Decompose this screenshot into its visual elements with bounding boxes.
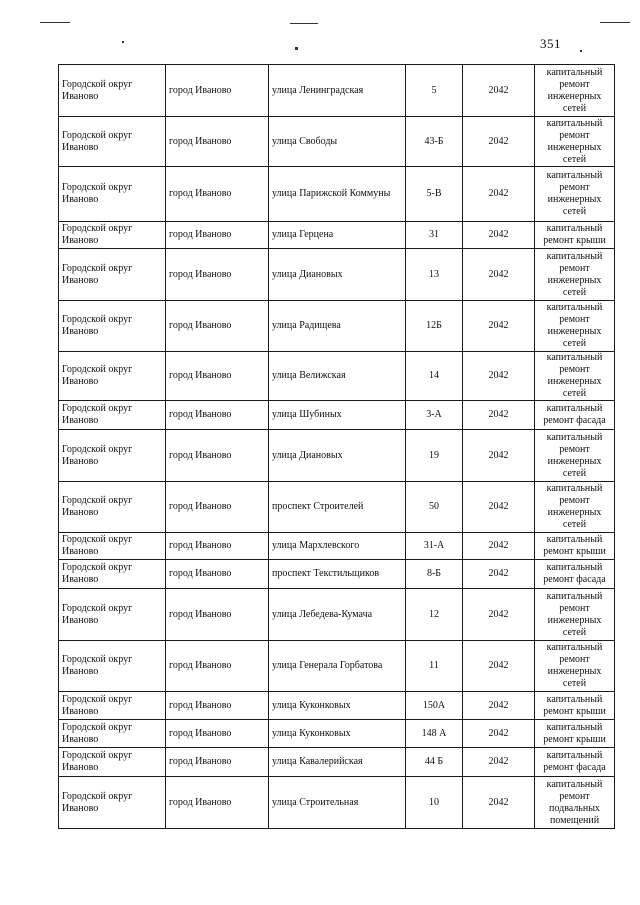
cell-city: город Иваново xyxy=(166,692,269,720)
cell-street: улица Диановых xyxy=(269,430,406,482)
cell-house: 44 Б xyxy=(406,748,463,777)
cell-house: 14 xyxy=(406,352,463,401)
table-row xyxy=(59,430,615,482)
cell-city: город Иваново xyxy=(166,641,269,692)
cell-year: 2042 xyxy=(463,167,535,222)
cell-year: 2042 xyxy=(463,560,535,589)
cell-district: Городской округ Иваново xyxy=(59,117,166,167)
cell-district: Городской округ Иваново xyxy=(59,589,166,641)
table-row xyxy=(59,720,615,748)
cell-work: капитальный ремонт крыши xyxy=(535,222,615,249)
cell-house: 5 xyxy=(406,65,463,117)
registry-table-body xyxy=(59,65,615,829)
cell-house: 150А xyxy=(406,692,463,720)
table-row xyxy=(59,117,615,167)
cell-street: проспект Строителей xyxy=(269,482,406,533)
cell-street: улица Радищева xyxy=(269,301,406,352)
table-row xyxy=(59,301,615,352)
cell-district: Городской округ Иваново xyxy=(59,249,166,301)
cell-house: 50 xyxy=(406,482,463,533)
cell-year: 2042 xyxy=(463,482,535,533)
table-row xyxy=(59,533,615,560)
scan-line-top-left xyxy=(40,22,70,23)
cell-district: Городской округ Иваново xyxy=(59,167,166,222)
cell-street: улица Куконковых xyxy=(269,720,406,748)
cell-work: капитальный ремонт инженерных сетей xyxy=(535,301,615,352)
cell-street: улица Парижской Коммуны xyxy=(269,167,406,222)
cell-house: 10 xyxy=(406,777,463,829)
cell-city: город Иваново xyxy=(166,167,269,222)
cell-street: улица Лебедева-Кумача xyxy=(269,589,406,641)
page-number: 351 xyxy=(540,36,561,51)
scan-dot xyxy=(295,47,298,50)
cell-district: Городской округ Иваново xyxy=(59,777,166,829)
cell-house: 3-А xyxy=(406,401,463,430)
cell-work: капитальный ремонт инженерных сетей xyxy=(535,167,615,222)
cell-year: 2042 xyxy=(463,692,535,720)
cell-city: город Иваново xyxy=(166,748,269,777)
table-row xyxy=(59,401,615,430)
cell-street: улица Велижская xyxy=(269,352,406,401)
cell-year: 2042 xyxy=(463,401,535,430)
cell-year: 2042 xyxy=(463,748,535,777)
cell-city: город Иваново xyxy=(166,352,269,401)
cell-street: улица Ленинградская xyxy=(269,65,406,117)
cell-house: 11 xyxy=(406,641,463,692)
cell-year: 2042 xyxy=(463,533,535,560)
cell-year: 2042 xyxy=(463,641,535,692)
cell-house: 5-В xyxy=(406,167,463,222)
cell-city: город Иваново xyxy=(166,222,269,249)
cell-city: город Иваново xyxy=(166,430,269,482)
cell-year: 2042 xyxy=(463,117,535,167)
table-row xyxy=(59,692,615,720)
cell-house: 8-Б xyxy=(406,560,463,589)
cell-city: город Иваново xyxy=(166,401,269,430)
cell-city: город Иваново xyxy=(166,117,269,167)
cell-house: 12Б xyxy=(406,301,463,352)
cell-house: 148 А xyxy=(406,720,463,748)
cell-street: улица Генерала Горбатова xyxy=(269,641,406,692)
cell-work: капитальный ремонт фасада xyxy=(535,560,615,589)
cell-district: Городской округ Иваново xyxy=(59,401,166,430)
cell-house: 31-А xyxy=(406,533,463,560)
cell-street: проспект Текстильщиков xyxy=(269,560,406,589)
scan-dot xyxy=(580,50,582,52)
cell-district: Городской округ Иваново xyxy=(59,720,166,748)
cell-district: Городской округ Иваново xyxy=(59,482,166,533)
cell-street: улица Диановых xyxy=(269,249,406,301)
cell-city: город Иваново xyxy=(166,589,269,641)
cell-work: капитальный ремонт крыши xyxy=(535,692,615,720)
cell-house: 31 xyxy=(406,222,463,249)
cell-work: капитальный ремонт инженерных сетей xyxy=(535,249,615,301)
cell-work: капитальный ремонт фасада xyxy=(535,748,615,777)
cell-year: 2042 xyxy=(463,301,535,352)
table-row xyxy=(59,641,615,692)
cell-street: улица Шубиных xyxy=(269,401,406,430)
cell-year: 2042 xyxy=(463,430,535,482)
cell-work: капитальный ремонт крыши xyxy=(535,720,615,748)
cell-district: Городской округ Иваново xyxy=(59,430,166,482)
cell-work: капитальный ремонт инженерных сетей xyxy=(535,117,615,167)
cell-work: капитальный ремонт инженерных сетей xyxy=(535,482,615,533)
scan-line-top-right xyxy=(600,22,630,23)
cell-work: капитальный ремонт инженерных сетей xyxy=(535,430,615,482)
cell-district: Городской округ Иваново xyxy=(59,748,166,777)
cell-district: Городской округ Иваново xyxy=(59,65,166,117)
cell-district: Городской округ Иваново xyxy=(59,560,166,589)
cell-street: улица Герцена xyxy=(269,222,406,249)
cell-work: капитальный ремонт крыши xyxy=(535,533,615,560)
table-row xyxy=(59,222,615,249)
scan-dot xyxy=(122,41,124,43)
cell-year: 2042 xyxy=(463,249,535,301)
table-row xyxy=(59,482,615,533)
cell-city: город Иваново xyxy=(166,720,269,748)
cell-city: город Иваново xyxy=(166,533,269,560)
cell-street: улица Кавалерийская xyxy=(269,748,406,777)
cell-year: 2042 xyxy=(463,777,535,829)
cell-street: улица Свободы xyxy=(269,117,406,167)
cell-house: 43-Б xyxy=(406,117,463,167)
cell-street: улица Строительная xyxy=(269,777,406,829)
cell-district: Городской округ Иваново xyxy=(59,301,166,352)
cell-work: капитальный ремонт инженерных сетей xyxy=(535,589,615,641)
cell-district: Городской округ Иваново xyxy=(59,222,166,249)
cell-year: 2042 xyxy=(463,222,535,249)
cell-work: капитальный ремонт инженерных сетей xyxy=(535,641,615,692)
cell-work: капитальный ремонт инженерных сетей xyxy=(535,65,615,117)
cell-district: Городской округ Иваново xyxy=(59,533,166,560)
table-row xyxy=(59,352,615,401)
cell-city: город Иваново xyxy=(166,560,269,589)
cell-house: 12 xyxy=(406,589,463,641)
cell-city: город Иваново xyxy=(166,65,269,117)
cell-house: 13 xyxy=(406,249,463,301)
cell-city: город Иваново xyxy=(166,301,269,352)
table-row xyxy=(59,167,615,222)
cell-district: Городской округ Иваново xyxy=(59,692,166,720)
cell-year: 2042 xyxy=(463,589,535,641)
scan-line-top-center xyxy=(290,23,318,24)
cell-city: город Иваново xyxy=(166,482,269,533)
registry-table xyxy=(58,64,615,829)
cell-street: улица Куконковых xyxy=(269,692,406,720)
table-row xyxy=(59,249,615,301)
table-row xyxy=(59,777,615,829)
cell-district: Городской округ Иваново xyxy=(59,641,166,692)
cell-city: город Иваново xyxy=(166,777,269,829)
cell-year: 2042 xyxy=(463,65,535,117)
table-row xyxy=(59,65,615,117)
table-row xyxy=(59,560,615,589)
cell-district: Городской округ Иваново xyxy=(59,352,166,401)
cell-work: капитальный ремонт подвальных помещений xyxy=(535,777,615,829)
table-row xyxy=(59,748,615,777)
table-row xyxy=(59,589,615,641)
cell-work: капитальный ремонт фасада xyxy=(535,401,615,430)
cell-house: 19 xyxy=(406,430,463,482)
cell-year: 2042 xyxy=(463,720,535,748)
cell-year: 2042 xyxy=(463,352,535,401)
cell-street: улица Мархлевского xyxy=(269,533,406,560)
cell-city: город Иваново xyxy=(166,249,269,301)
cell-work: капитальный ремонт инженерных сетей xyxy=(535,352,615,401)
